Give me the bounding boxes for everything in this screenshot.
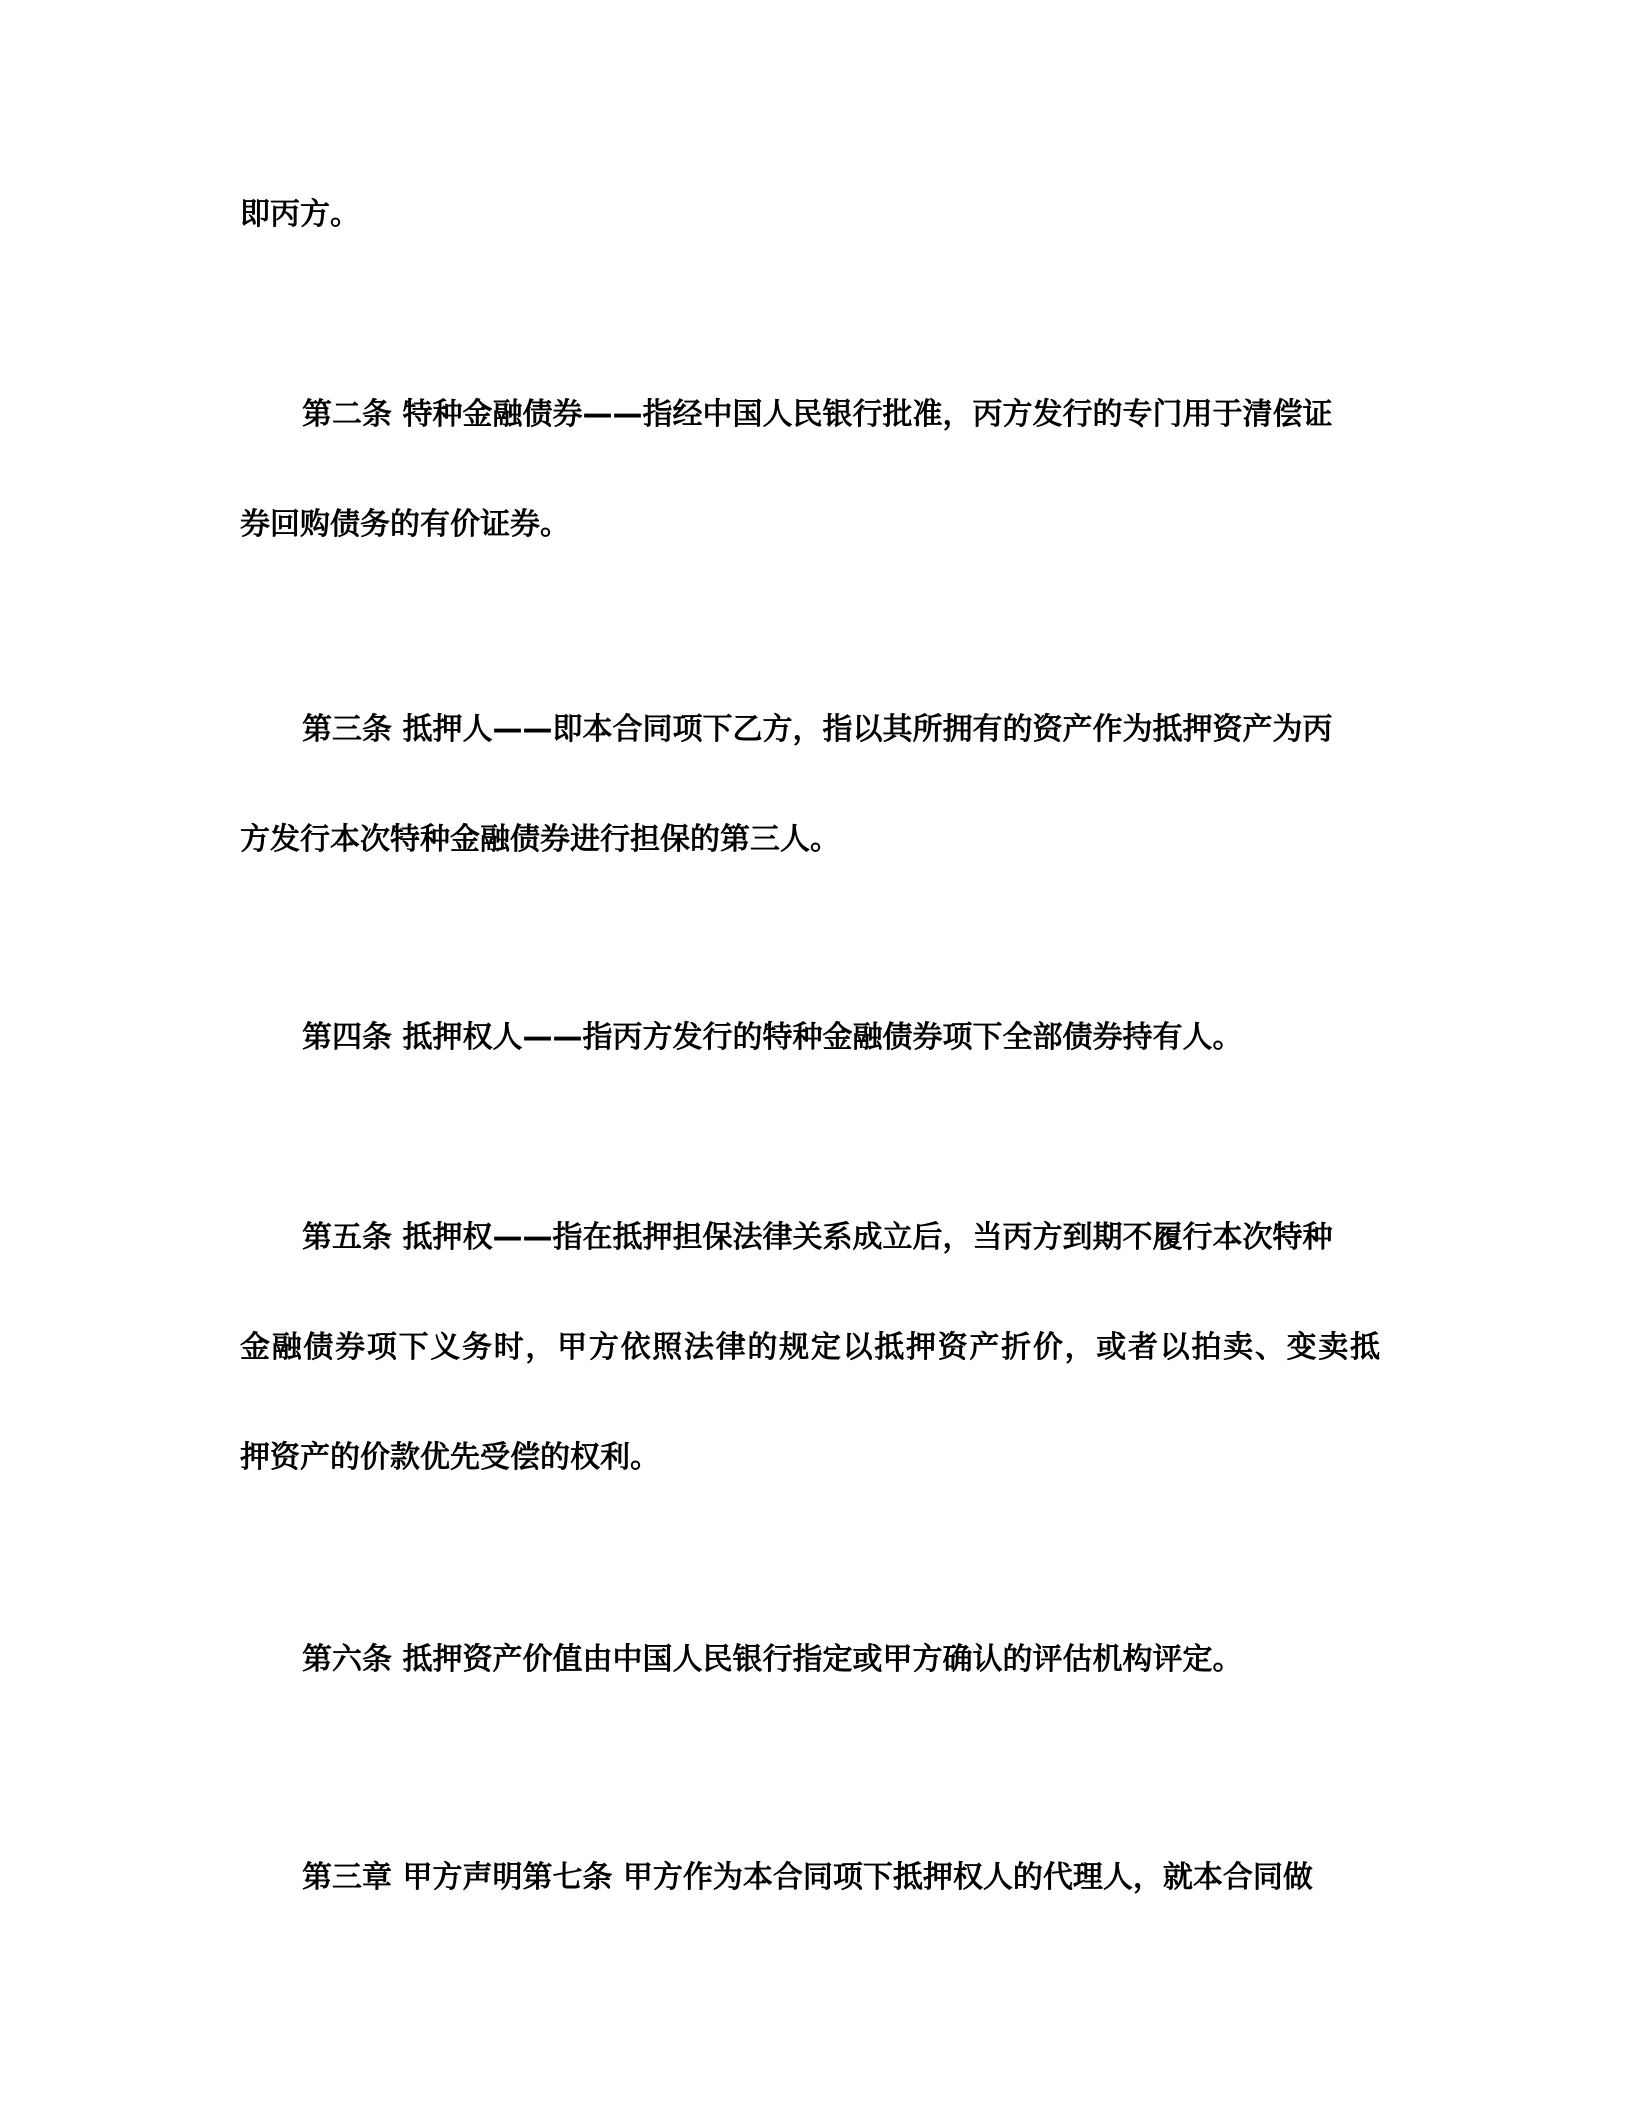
article-5-line-1: 第五条 抵押权——指在抵押担保法律关系成立后，当丙方到期不履行本次特种 — [302, 1220, 1333, 1255]
article-2-line-1: 第二条 特种金融债券——指经中国人民银行批准，丙方发行的专门用于清偿证 — [302, 397, 1333, 432]
article-5-line-3: 押资产的价款优先受偿的权利。 — [240, 1440, 660, 1475]
article-3-line-2: 方发行本次特种金融债券进行担保的第三人。 — [240, 822, 840, 857]
article-6-line-1: 第六条 抵押资产价值由中国人民银行指定或甲方确认的评估机构评定。 — [302, 1642, 1243, 1677]
article-4-line-1: 第四条 抵押权人——指丙方发行的特种金融债券项下全部债券持有人。 — [302, 1020, 1243, 1055]
article-3-line-1: 第三条 抵押人——即本合同项下乙方，指以其所拥有的资产作为抵押资产为丙 — [302, 712, 1333, 747]
chapter-3-article-7-line-1: 第三章 甲方声明第七条 甲方作为本合同项下抵押权人的代理人，就本合同做 — [302, 1860, 1313, 1895]
article-2-line-2: 券回购债务的有价证券。 — [240, 507, 570, 542]
text-line-continuation: 即丙方。 — [240, 197, 360, 232]
article-5-line-2: 金融债券项下义务时，甲方依照法律的规定以抵押资产折价，或者以拍卖、变卖抵 — [240, 1330, 1380, 1365]
